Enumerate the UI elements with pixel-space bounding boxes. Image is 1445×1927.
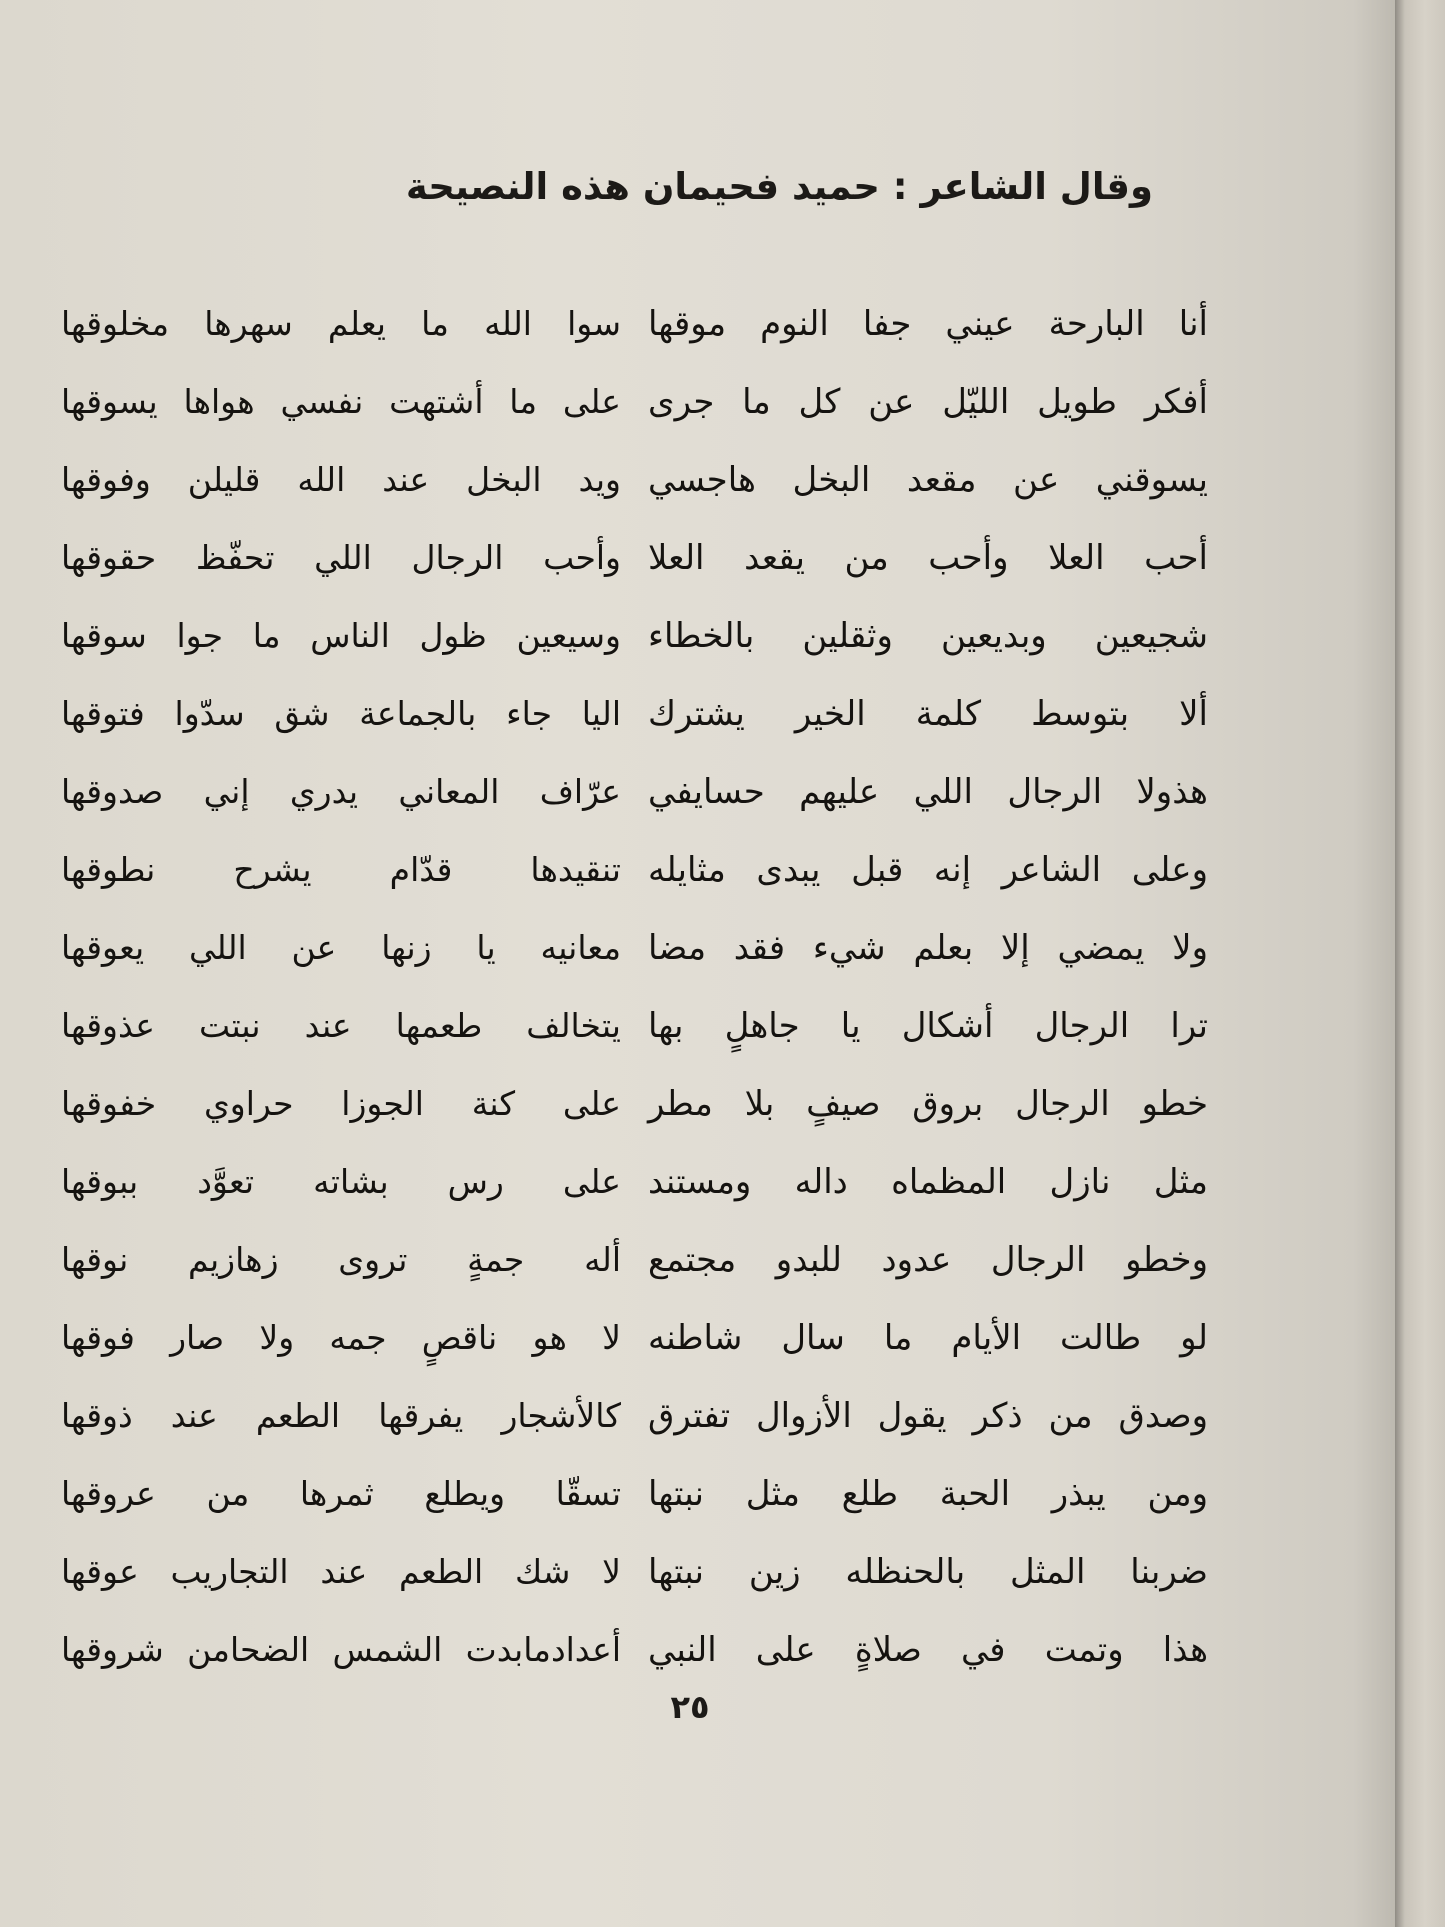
verse-line: أعدادمابدت الشمس الضحامن شروقها: [61, 1630, 621, 1669]
verse-line: مثل نازل المظماه داله ومستند: [648, 1162, 1208, 1202]
verse-line: ضربنا المثل بالحنظله زين نبتها: [648, 1552, 1208, 1592]
verse-line: خطو الرجال بروق صيفٍ بلا مطر: [648, 1084, 1208, 1124]
verse-line: ومن يبذر الحبة طلع مثل نبتها: [648, 1474, 1208, 1514]
verse-line: على كنة الجوزا حراوي خفوقها: [61, 1084, 621, 1123]
verses-left-column: [61, 285, 621, 1689]
page-number: ٢٥: [670, 1688, 710, 1726]
verse-line: لو طالت الأيام ما سال شاطنه: [648, 1318, 1208, 1358]
verse-line: معانيه يا زنها عن اللي يعوقها: [61, 928, 621, 967]
verses-right-column: [648, 285, 1208, 1689]
verse-line: أله جمةٍ تروى زهازيم نوقها: [61, 1240, 621, 1279]
verse-line: ويد البخل عند الله قليلن وفوقها: [61, 460, 621, 499]
verse-line: ترا الرجال أشكال يا جاهلٍ بها: [648, 1006, 1208, 1046]
verse-line: وعلى الشاعر إنه قبل يبدى مثايله: [648, 850, 1208, 890]
verse-line: على ما أشتهت نفسي هواها يسوقها: [61, 382, 621, 421]
verse-line: ألا بتوسط كلمة الخير يشترك: [648, 694, 1208, 734]
verse-line: يتخالف طعمها عند نبتت عذوقها: [61, 1006, 621, 1045]
verse-line: سوا الله ما يعلم سهرها مخلوقها: [61, 304, 621, 343]
verse-line: شجيعين وبديعين وثقلين بالخطاء: [648, 616, 1208, 656]
verse-line: على رس بشاته تعوَّد ببوقها: [61, 1162, 621, 1201]
verse-line: هذولا الرجال اللي عليهم حسايفي: [648, 772, 1208, 812]
verse-line: لا شك الطعم عند التجاريب عوقها: [61, 1552, 621, 1591]
verse-line: أنا البارحة عيني جفا النوم موقها: [648, 304, 1208, 344]
verse-line: أفكر طويل الليّل عن كل ما جرى: [648, 382, 1208, 422]
verse-line: ولا يمضي إلا بعلم شيء فقد مضا: [648, 928, 1208, 968]
verse-line: أحب العلا وأحب من يقعد العلا: [648, 538, 1208, 578]
verse-line: اليا جاء بالجماعة شق سدّوا فتوقها: [61, 694, 621, 733]
verse-line: هذا وتمت في صلاةٍ على النبي: [648, 1630, 1208, 1670]
verse-line: يسوقني عن مقعد البخل هاجسي: [648, 460, 1208, 500]
poem-title: وقال الشاعر : حميد فحيمان هذه النصيحة: [405, 165, 1153, 208]
verse-line: وخطو الرجال عدود للبدو مجتمع: [648, 1240, 1208, 1280]
verse-line: وأحب الرجال اللي تحفّظ حقوقها: [61, 538, 621, 577]
verse-line: تسقّا ويطلع ثمرها من عروقها: [61, 1474, 621, 1513]
verse-line: وسيعين ظول الناس ما جوا سوقها: [61, 616, 621, 655]
adjacent-page-edge: [1395, 0, 1445, 1927]
verse-line: لا هو ناقصٍ جمه ولا صار فوقها: [61, 1318, 621, 1357]
verse-line: كالأشجار يفرقها الطعم عند ذوقها: [61, 1396, 621, 1435]
verse-line: وصدق من ذكر يقول الأزوال تفترق: [648, 1396, 1208, 1436]
verse-line: عرّاف المعاني يدري إني صدوقها: [61, 772, 621, 811]
verse-line: تنقيدها قدّام يشرح نطوقها: [61, 850, 621, 889]
